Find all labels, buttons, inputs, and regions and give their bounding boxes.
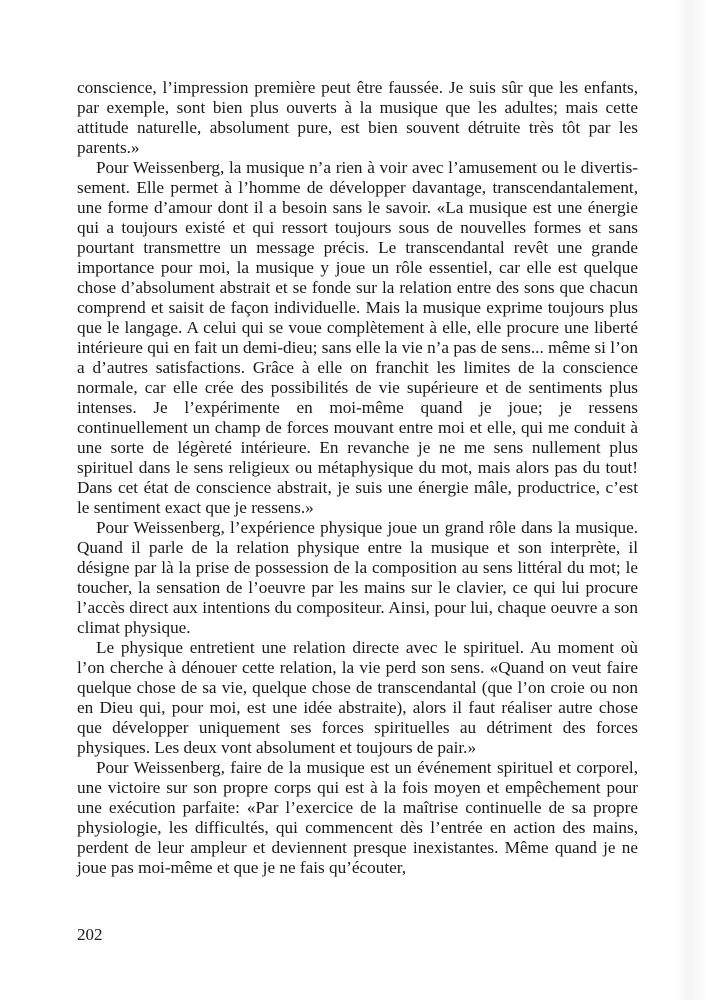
body-text	[77, 78, 638, 878]
page-number: 202	[77, 925, 103, 944]
paragraph-physical-experience: Pour Weissenberg, l’expérience physique joue un grand rôle dans la musique. Quand il parle de la relation physique entre la musique et son interprète, il désigne par là la prise de possession de la composition au sens littéral du mot; le toucher, la sensation de l’oeuvre par les mains sur le clavier, ce qui lui procure l’accès direct aux intentions du compositeur. Ainsi, pour lui, chaque oeuvre a son climat physique.	[77, 518, 638, 637]
paragraph-physical-spiritual: Le physique entretient une relation directe avec le spirituel. Au moment où l’on cherche à dénouer cette relation, la vie perd son sens. «Quand on veut faire quelque chose de sa vie, quelque chose de transcendantal (que l’on croie ou non en Dieu qui, pour moi, est une idée abstraite), alors il faut réaliser autre chose que développer uniquement ses forces spirituelles au détriment des forces physiques. Les deux vont absolument et toujours de pair.»	[77, 638, 638, 757]
paragraph-spiritual-corporeal-event: Pour Weissenberg, faire de la musique est un événement spirituel et corporel, une victoire sur son propre corps qui est à la fois moyen et empêchement pour une exécution parfaite: «Par l’exercice de la maîtrise continuelle de sa propre physiologie, les difficultés, qui commencent dès l’entrée en action des mains, perdent de leur ampleur et deviennent presque inexistantes. Même quand je ne joue pas moi-même et que je ne fais qu’écouter,	[77, 758, 638, 877]
page-edge-shadow	[676, 0, 706, 1000]
paragraph-continued: conscience, l’impression première peut être faussée. Je suis sûr que les enfants, par exemple, sont bien plus ouverts à la musique que les adultes; mais cette attitude naturelle, absolument pure, est bien souvent détruite très tôt par les parents.»	[77, 78, 638, 157]
paragraph-music-transcendental: Pour Weissenberg, la musique n’a rien à voir avec l’amusement ou le divertissement. Elle permet à l’homme de développer davantage, transcendantalement, une forme d’amour dont il a besoin sans le savoir. «La musique est une énergie qui a toujours existé et qui ressort toujours sous de nouvelles formes et sans pourtant transmettre un message précis. Le transcendantal revêt une grande importance pour moi, la musique y joue un rôle essentiel, car elle est quelque chose d’absolument abstrait et se fonde sur la relation entre des sons que chacun comprend et saisit de façon individuelle. Mais la musique exprime toujours plus que le langage. A celui qui se voue complètement à elle, elle procure une liberté intérieure qui en fait un demi-dieu; sans elle la vie n’a pas de sens... même si l’on a d’autres satisfactions. Grâce à elle on franchit les limites de la conscience normale, car elle crée des possibilités de vie supérieure et de sentiments plus intenses. Je l’expérimente en moi-même quand je joue; je ressens continuellement un champ de forces mouvant entre moi et elle, qui me conduit à une sorte de légèreté intérieure. En revanche je ne me sens nullement plus spirituel dans le sens religieux ou métaphysique du mot, mais alors pas du tout! Dans cet état de conscience abstrait, je suis une énergie mâle, productrice, c’est le sentiment exact que je ressens.»	[77, 158, 638, 517]
